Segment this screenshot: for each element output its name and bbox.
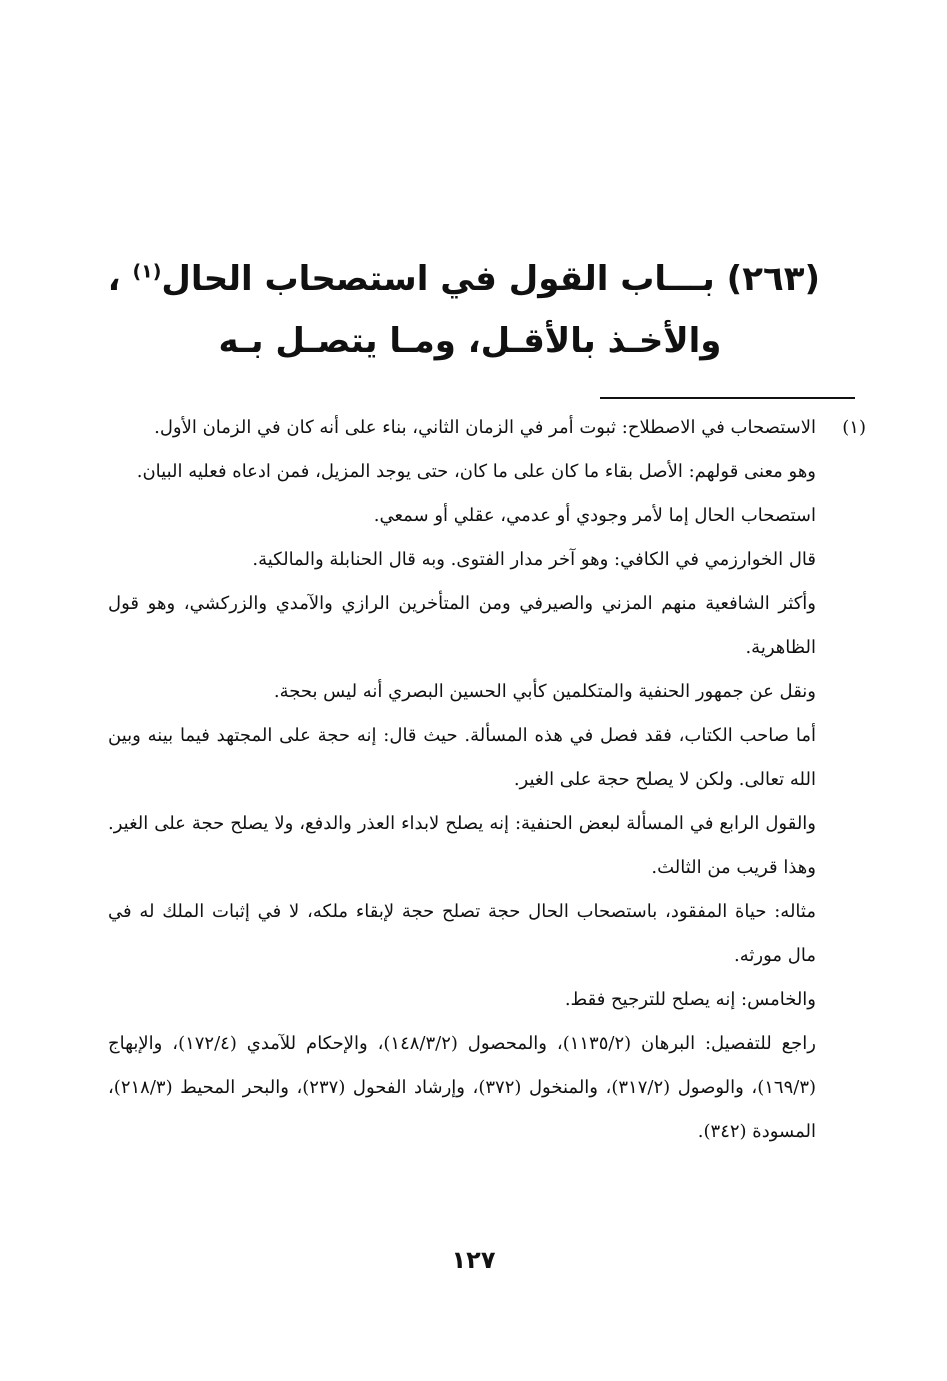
- heading-line-1: [107, 248, 820, 310]
- footnote-paragraph-2: وهو معنى قولهم: الأصل بقاء ما كان على ما كان، حتى يوجد المزيل، فمن ادعاه فعليه البيان.: [136, 461, 816, 482]
- footnote: [108, 406, 866, 1154]
- footnote-paragraph-4: قال الخوارزمي في الكافي: وهو آخر مدار الفتوى. وبه قال الحنابلة والمالكية.: [252, 549, 816, 570]
- chapter-heading: [107, 248, 820, 372]
- heading-line-1-tail: ،: [107, 259, 121, 299]
- footnote-marker: (١): [842, 417, 866, 438]
- footnote-paragraph-10: والخامس: إنه يصلح للترجيح فقط.: [564, 989, 816, 1010]
- footnote-paragraph-3: استصحاب الحال إما لأمر وجودي أو عدمي، عقلي أو سمعي.: [373, 505, 816, 526]
- footnote-paragraph-9: مثاله: حياة المفقود، باستصحاب الحال حجة تصلح حجة لإبقاء ملكه، لا في إثبات الملك له في مال مورثه.: [108, 901, 816, 966]
- footnote-paragraph-6: ونقل عن جمهور الحنفية والمتكلمين كأبي الحسين البصري أنه ليس بحجة.: [273, 681, 816, 702]
- footnote-paragraph-1: الاستصحاب في الاصطلاح: ثبوت أمر في الزمان الثاني، بناء على أنه كان في الزمان الأول.: [154, 417, 816, 438]
- heading-line-2: والأخـذ بالأقـل، ومـا يتصـل بـه: [218, 321, 722, 361]
- heading-line-1-text: (٢٦٣) بـــاب القول في استصحاب الحال: [161, 259, 820, 299]
- page-number: ١٢٧: [451, 1246, 496, 1274]
- footnote-paragraph-11: راجع للتفصيل: البرهان (١١٣٥/٢)، والمحصول (١٤٨/٣/٢)، والإحكام للآمدي (١٧٢/٤)، والإبهاج (١٦٩/٣)، والوصول (٣١٧/٢)، والمنخول (٣٧٢)، وإرشاد الفحول (٢٣٧)، والبحر المحيط (٢١٨/٣)، المسودة (٣٤٢).: [108, 1033, 817, 1142]
- footnote-paragraph-8: والقول الرابع في المسألة لبعض الحنفية: إنه يصلح لابداء العذر والدفع، ولا يصلح حجة على الغير. وهذا قريب من الثالث.: [108, 813, 816, 878]
- footnote-paragraph-7: أما صاحب الكتاب، فقد فصل في هذه المسألة. حيث قال: إنه حجة على المجتهد فيما بينه وبين الله تعالى. ولكن لا يصلح حجة على الغير.: [108, 725, 816, 790]
- footnote-separator: [600, 397, 855, 399]
- footnote-reference: (١): [132, 260, 162, 283]
- footnote-block: [108, 406, 866, 1154]
- footnote-paragraph-5: وأكثر الشافعية منهم المزني والصيرفي ومن المتأخرين الرازي والآمدي والزركشي، وهو قول الظاهرية.: [108, 593, 816, 658]
